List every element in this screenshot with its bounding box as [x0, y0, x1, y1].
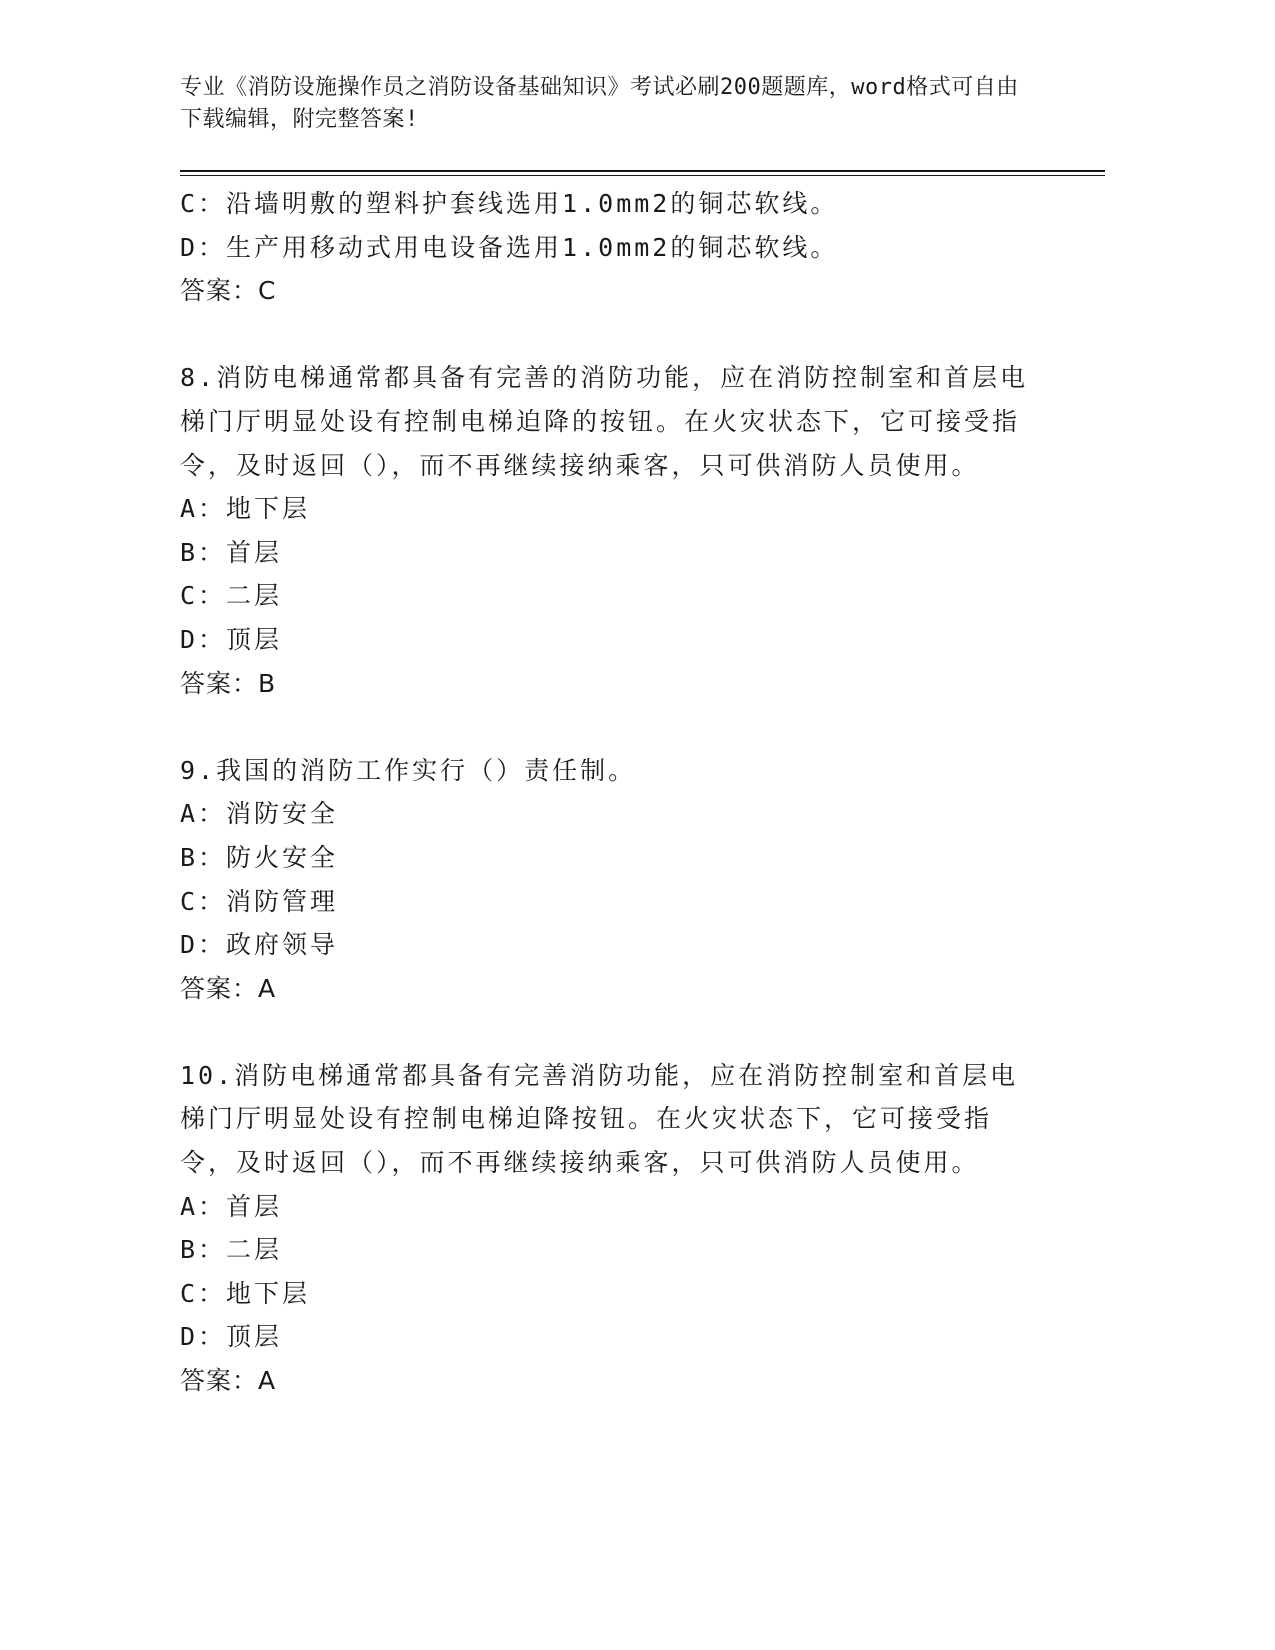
option-b: B：防火安全	[180, 842, 339, 872]
answer: 答案：A	[180, 973, 277, 1003]
question-9	[180, 749, 1080, 1011]
option-d: D：顶层	[180, 1322, 283, 1352]
option-c: C：地下层	[180, 1278, 311, 1308]
question-10	[180, 1054, 1080, 1403]
question-stem: 8.消防电梯通常都具备有完善的消防功能，应在消防控制室和首层电梯门厅明显处设有控制电梯迫降的按钮。在火灾状态下，它可接受指令，及时返回（），而不再继续接纳乘客，只可供消防人员使用。	[180, 363, 1029, 480]
header-rule-thin	[180, 175, 1105, 176]
spacer	[180, 705, 1080, 749]
document-header: 专业《消防设施操作员之消防设备基础知识》考试必刷200题题库，word格式可自由下载编辑，附完整答案!	[180, 75, 1019, 132]
spacer	[180, 1010, 1080, 1054]
option-b: B：首层	[180, 537, 283, 567]
question-8	[180, 356, 1080, 705]
option-a: A：消防安全	[180, 799, 339, 829]
continued-question	[180, 182, 1080, 313]
option-d: D：生产用移动式用电设备选用1.0mm2的铜芯软线。	[180, 232, 839, 262]
option-d: D：政府领导	[180, 930, 339, 960]
option-b: B：二层	[180, 1235, 283, 1265]
question-stem: 9.我国的消防工作实行（）责任制。	[180, 755, 637, 785]
option-c: C：消防管理	[180, 886, 339, 916]
answer: 答案：B	[180, 668, 277, 698]
option-d: D：顶层	[180, 624, 283, 654]
option-c: C：二层	[180, 581, 283, 611]
answer: 答案：A	[180, 1366, 277, 1396]
question-stem: 10.消防电梯通常都具备有完善消防功能，应在消防控制室和首层电梯门厅明显处设有控制电梯迫降按钮。在火灾状态下，它可接受指令，及时返回（），而不再继续接纳乘客，只可供消防人员使用。	[180, 1060, 1019, 1178]
header-rule-thick	[180, 170, 1105, 172]
spacer	[180, 313, 1080, 357]
question-content	[180, 182, 1080, 1403]
option-a: A：首层	[180, 1191, 283, 1221]
option-a: A：地下层	[180, 494, 311, 524]
answer: 答案：C	[180, 276, 277, 306]
option-c: C：沿墙明敷的塑料护套线选用1.0mm2的铜芯软线。	[180, 189, 839, 218]
